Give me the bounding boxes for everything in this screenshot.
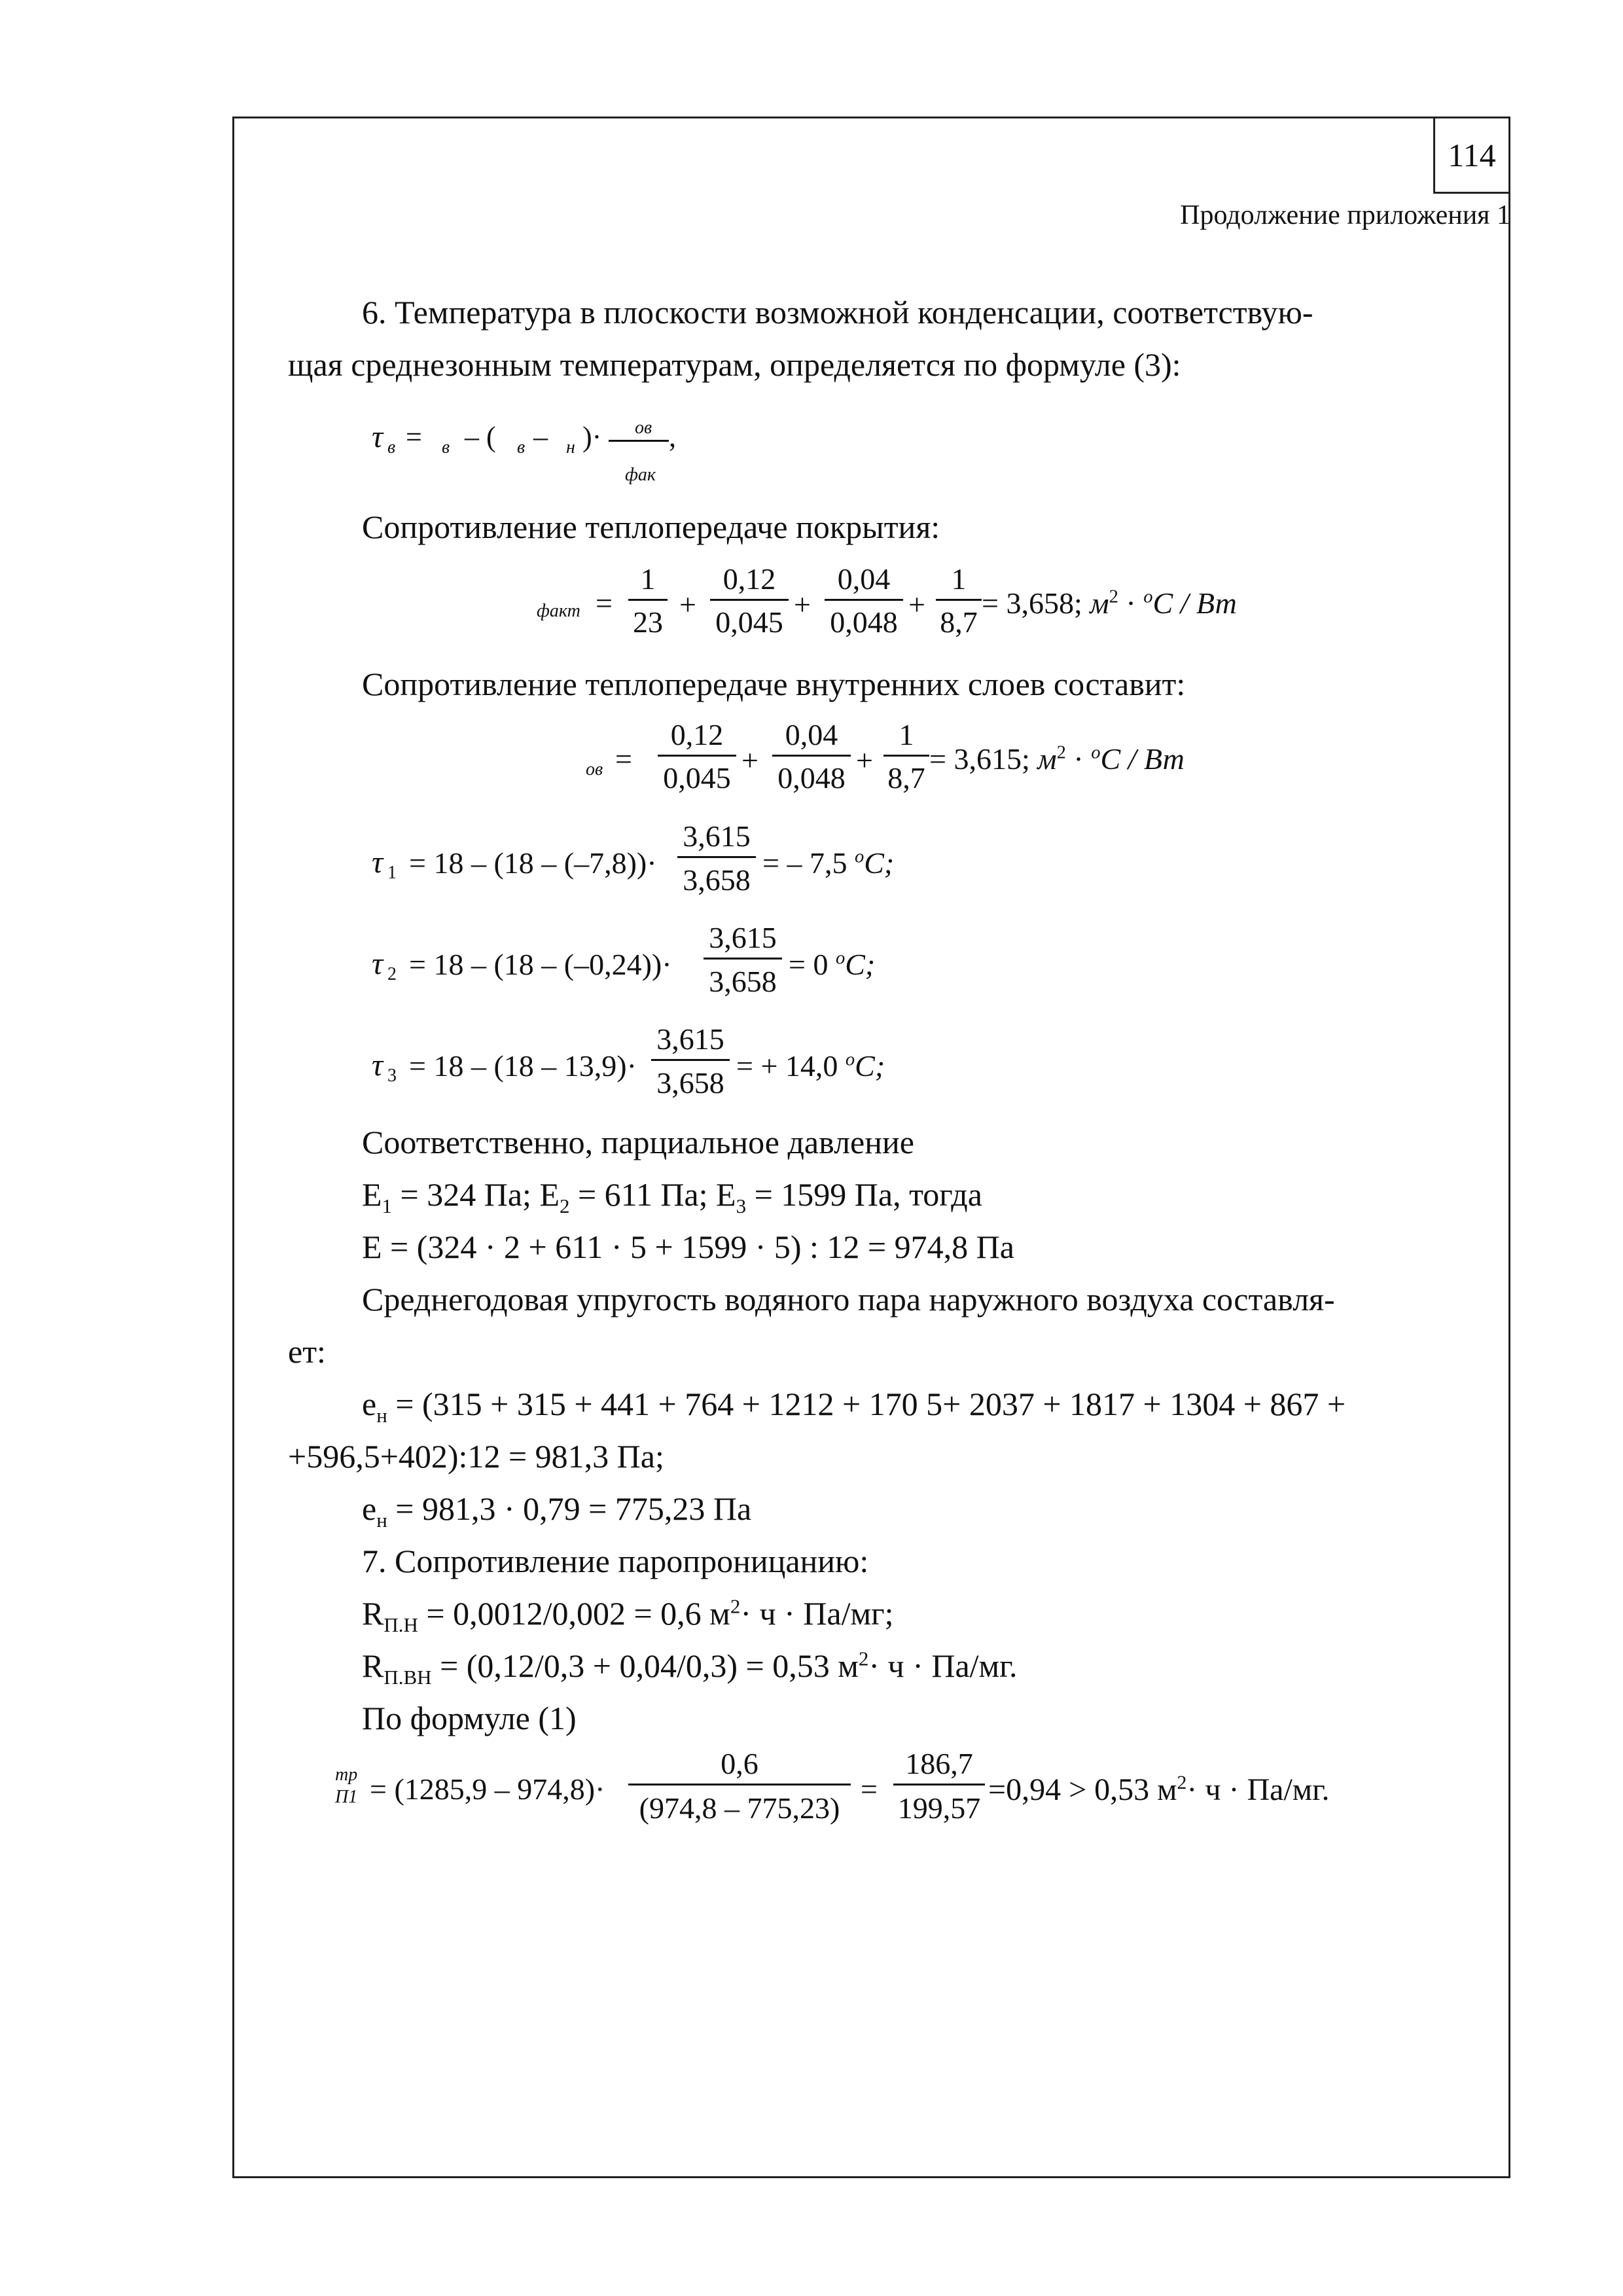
continuation-header: Продолжение приложения 1 — [1180, 200, 1510, 230]
line-en-2: $e_н = 981,3 \cdot 0,79 = 775,23$ Па — [362, 1490, 752, 1532]
line-by-formula-1: По формуле (1) — [362, 1700, 577, 1736]
line-r-pvn: $R_{П.ВН} = (0,12/0,3 + 0,04/0,3) = 0,53$ $м^2\cdot ч \cdot Па/мг$. — [362, 1647, 1018, 1689]
heading-inner-resistance: Сопротивление теплопередаче внутренних слоев составит: — [362, 666, 1186, 702]
p6-line2: щая среднезонным температурам, определяется по формуле (3): — [288, 346, 1181, 383]
line-en-1: $e_н = (315 + 315 + 441 + 764 + 1212 + 170$ 5+ 2037 + 1817 + 1304 + 867 + — [362, 1386, 1346, 1427]
page-number: 114 — [1433, 117, 1510, 194]
p7-heading: 7. Сопротивление паропроницанию: — [362, 1543, 869, 1579]
p6-line1: 6. Температура в плоскости возможной конденсации, соответствую- — [362, 294, 1313, 331]
line-annual-2: ет: — [288, 1333, 326, 1370]
heading-cover-resistance: Сопротивление теплопередаче покрытия: — [362, 509, 940, 545]
line-en-1b: +596,5+402):12 = 981,3 Па; — [288, 1438, 664, 1475]
line-e-values: $E_1 = 324$ Па; $E_2 = 611$ Па; $E_3 = 1599$ Па, тогда — [362, 1176, 982, 1217]
line-r-pn: $R_{П.Н} = 0,0012/0,002 = 0,6$ $м^2\cdot ч \cdot Па/мг$; — [362, 1594, 894, 1636]
line-partial-pressure: Соответственно, парциальное давление — [362, 1124, 914, 1160]
line-annual-1: Среднегодовая упругость водяного пара наружного воздуха составля- — [362, 1281, 1335, 1318]
line-e-average: E = (324 · 2 + 611 · 5 + 1599 · 5) : 12 = 974,8 Па — [362, 1229, 1014, 1265]
